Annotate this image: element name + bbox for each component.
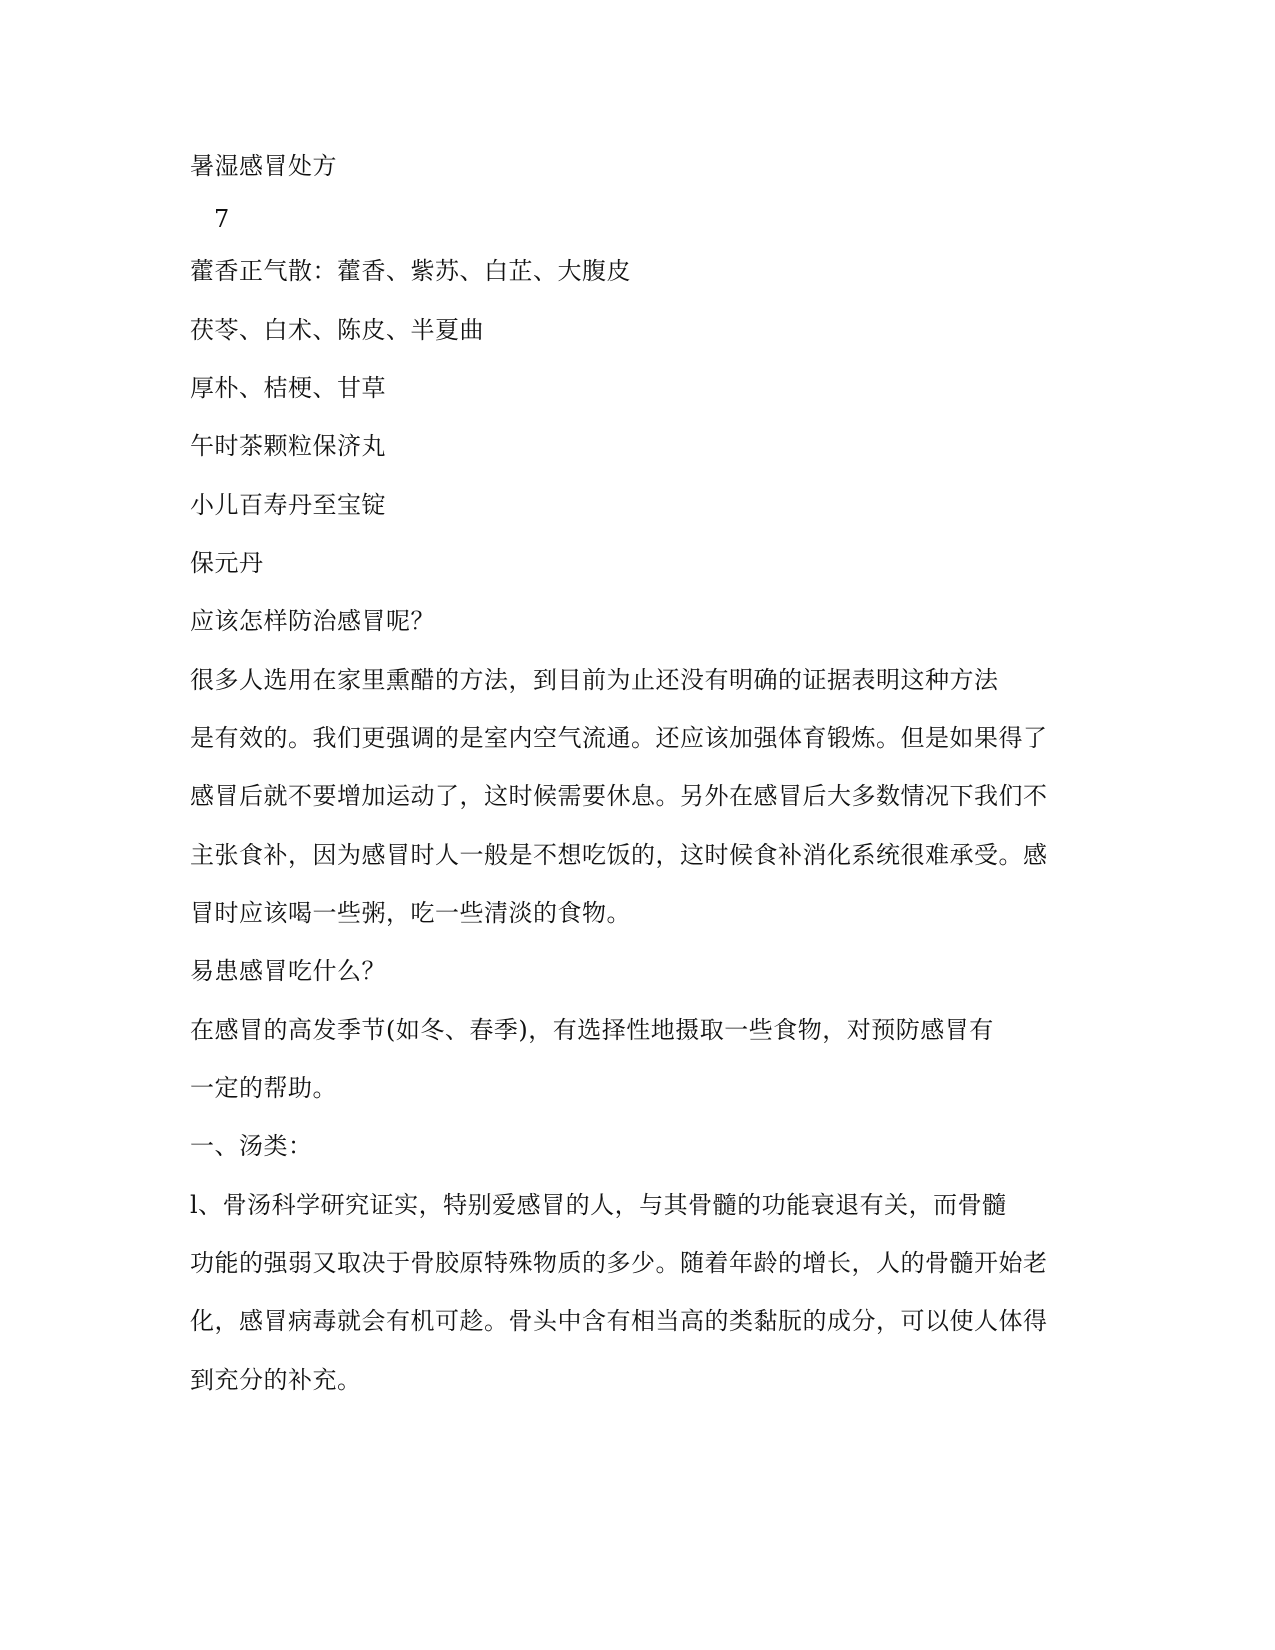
paragraph-line: 一定的帮助。	[190, 1074, 337, 1102]
text-line: 茯苓、白术、陈皮、半夏曲	[190, 316, 484, 344]
text-line: 小儿百寿丹至宝锭	[190, 491, 386, 519]
paragraph-line: 功能的强弱又取决于骨胶原特殊物质的多少。随着年龄的增长，人的骨髓开始老	[190, 1249, 1048, 1277]
page-number: 7	[214, 205, 230, 233]
text-line: 藿香正气散：藿香、紫苏、白芷、大腹皮	[190, 257, 631, 285]
paragraph-line: 感冒后就不要增加运动了，这时候需要休息。另外在感冒后大多数情况下我们不	[190, 782, 1048, 810]
paragraph-line: 是有效的。我们更强调的是室内空气流通。还应该加强体育锻炼。但是如果得了	[190, 724, 1048, 752]
section-heading: 暑湿感冒处方	[190, 152, 337, 180]
paragraph-line: 化，感冒病毒就会有机可趁。骨头中含有相当高的类黏朊的成分，可以使人体得	[190, 1307, 1048, 1335]
paragraph-line: 在感冒的高发季节(如冬、春季)，有选择性地摄取一些食物，对预防感冒有	[190, 1016, 994, 1044]
text-line: 厚朴、桔梗、甘草	[190, 374, 386, 402]
question-heading: 易患感冒吃什么？	[190, 957, 386, 985]
paragraph-line: l、骨汤科学研究证实，特别爱感冒的人，与其骨髓的功能衰退有关，而骨髓	[190, 1191, 1007, 1219]
paragraph-line: 很多人选用在家里熏醋的方法，到目前为止还没有明确的证据表明这种方法	[190, 666, 999, 694]
text-line: 午时茶颗粒保济丸	[190, 432, 386, 460]
text-line: 保元丹	[190, 549, 264, 577]
subsection-heading: 一、汤类：	[190, 1132, 313, 1160]
paragraph-line: 到充分的补充。	[190, 1366, 362, 1394]
question-heading: 应该怎样防治感冒呢？	[190, 607, 435, 635]
paragraph-line: 主张食补，因为感冒时人一般是不想吃饭的，这时候食补消化系统很难承受。感	[190, 841, 1048, 869]
paragraph-line: 冒时应该喝一些粥，吃一些清淡的食物。	[190, 899, 631, 927]
